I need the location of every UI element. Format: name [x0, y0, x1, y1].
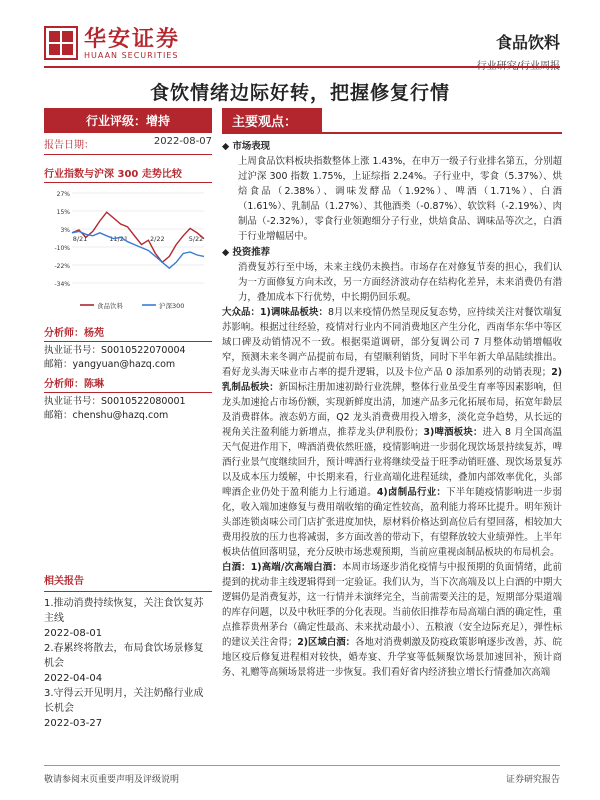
- para-text: 新国标注册加速初龄行业洗牌，整体行业虽受生育率等因素影响，但龙头加速抢占市场份额，实现新鲜度出清，加速产品多元化拓展布局，拓宽年龄层及消费群体。液态奶方面，Q2 龙头消费费用投入增多，淡化竞争趋势，从长远的视角关注盈利能力新增点，推荐龙头伊利股份；: [222, 382, 562, 438]
- related-reports: [44, 574, 212, 731]
- legend-label: 食品饮料: [97, 302, 123, 310]
- footer-disclaimer: 敬请参阅末页重要声明及评级说明: [44, 775, 180, 785]
- related-item-date: 2022-04-04: [44, 673, 103, 684]
- market-paragraph: 上周食品饮料板块指数整体上涨 1.43%，在申万一级子行业排名第五，分别超过沪深 300 指数 1.75%，上证综指 2.24%。子行业中，零食（5.37%）、烘焙食品（2.38%）、调味发酵品（1.92%）、啤酒（1.71%）、白酒（1.61%）、乳制品（1.27%）、其他酒类（-0.87%）、软饮料（-2.19%）、肉制品（-2.32%），零食行业领跑细分子行业，烘焙食品、调味品等次之，白酒于行业增幅居中。: [238, 156, 562, 242]
- analyst-cert: 执业证书号：S0010522070004: [44, 345, 186, 356]
- y-tick-label: -34%: [54, 281, 70, 288]
- related-item-date: 2022-08-01: [44, 628, 103, 639]
- footer-label: 证券研究报告: [505, 775, 560, 785]
- y-tick-label: 27%: [56, 191, 70, 198]
- y-tick-label: -10%: [54, 245, 70, 252]
- footer-divider: [44, 765, 560, 766]
- main-body: [222, 134, 562, 680]
- analyst-email[interactable]: 邮箱：yangyuan@hazq.com: [44, 359, 176, 370]
- logo-name-en: HUAAN SECURITIES: [84, 50, 179, 60]
- report-date-row: [44, 133, 212, 155]
- index-chart: [44, 187, 212, 321]
- analyst-block-2: [44, 372, 212, 423]
- y-tick-label: 15%: [56, 209, 70, 216]
- index-chart-svg: [44, 187, 212, 317]
- para-lead: 4)卤制品行业：: [376, 487, 447, 498]
- liquor-paragraph: [222, 560, 562, 680]
- report-date-value: 2022-08-07: [153, 136, 212, 147]
- analyst-email[interactable]: 邮箱：chenshu@hazq.com: [44, 410, 169, 421]
- rating-box: 行业评级：增持: [44, 108, 212, 133]
- x-tick-label: 11/21: [109, 234, 129, 243]
- y-tick-label: 3%: [60, 227, 70, 234]
- main-header: 主要观点：: [222, 108, 322, 133]
- header-divider: [44, 66, 560, 68]
- invest-bullet: ◆ 投资推荐: [222, 247, 270, 258]
- para-text: 8月以来疫情仍然呈现反复态势，应持续关注对餐饮端复苏影响。根据过往经验，疫情对行业内不同消费地区产生分化，西南华东华中等区域口碑及动销情况不一致。根据渠道调研，部分复调公司 7 月整体动销增幅收窄，预测未来冬调产品提前布局，有望顺利销货，同时下半年新大单品陆续推出。看好龙头海天味业市占率的提升逻辑，以及卡位产品 0 添加系列的动销表现；: [222, 307, 562, 378]
- analyst-block-1: [44, 321, 212, 372]
- invest-paragraph: 消费复苏行至中场，未来主线仍未换挡。市场存在对修复节奏的担心，我们认为一方面修复方向未改，另一方面经济波动存在结构化差异，未来消费仍有潜力，叠加成本下行优势，中长期仍回乐观。: [238, 262, 562, 303]
- mass-goods-paragraph: [222, 305, 562, 560]
- logo-mark-icon: [44, 26, 78, 60]
- para-text: 本周市场逐步消化疫情与中报预期的负面情绪，此前提到的扰动非主线逻辑得到一定验证。我们认为，当下次高端及以上白酒的中期大逻辑仍是消费复苏，这一行情并未演绎完全，当前需要关注的是，短期部分渠道端的库存问题，以及中秋旺季的分化表现。当前依旧推荐布局高端白酒的确定性，重点推荐贵州茅台（确定性最高、未来扰动最小）、五粮液（安全边际充足），弹性标的建议关注舍得；: [222, 562, 562, 648]
- report-category: 食品饮料: [495, 33, 560, 52]
- y-tick-label: -22%: [54, 263, 70, 270]
- logo-name-cn: 华安证券: [84, 25, 181, 52]
- market-bullet: ◆ 市场表现: [222, 141, 270, 152]
- x-tick-label: 2/22: [150, 234, 165, 243]
- main-content: [222, 108, 562, 680]
- legend-label: 沪深300: [159, 302, 185, 310]
- related-item-title[interactable]: 2.春累终将散去，布局食饮场景修复机会: [44, 643, 204, 669]
- analyst-cert: 执业证书号：S0010522080001: [44, 396, 186, 407]
- report-date-label: 报告日期：: [44, 140, 94, 151]
- company-logo: [44, 26, 180, 60]
- left-sidebar: [44, 108, 212, 423]
- analyst-name: 分析师：陈琳: [44, 372, 212, 393]
- para-lead: 3)啤酒板块：: [423, 427, 483, 438]
- para-lead: 白酒：1)高端/次高端白酒：: [222, 562, 342, 573]
- report-subcategory: 行业研究/行业周报: [476, 61, 560, 72]
- related-header: 相关报告: [44, 574, 212, 592]
- x-tick-label: 8/21: [72, 234, 88, 243]
- related-item-date: 2022-03-27: [44, 718, 103, 729]
- x-tick-label: 5/22: [188, 234, 204, 243]
- para-text: 下半年随疫情影响进一步弱化，收入端加速修复与费用端收缩的确定性较高，盈利能力将环比提升。明年预计头部连锁卤味公司门店扩张进度加快，原材料价格达到高位后有望回落，相较加大费用投放的压力也将减弱，多方面改善的带动下，有望释放较大业绩弹性。上半年板块估值回落明显，充分反映市场悲观预期，当前应重视卤制品板块的布局机会。: [222, 487, 562, 558]
- market-bullet-label: 市场表现: [232, 141, 270, 152]
- report-title: 食饮情绪边际好转，把握修复行情: [149, 82, 450, 104]
- invest-bullet-label: 投资推荐: [232, 247, 270, 258]
- para-lead: 大众品：1)调味品板块：: [222, 307, 328, 318]
- para-text: 各地对消费刺激及防疫政策影响逐步改善，苏、皖地区疫后修复进程相对较快，婚寿宴、升学宴等低频聚饮场景加速回补，预计商务、礼赠等高频场景将进一步恢复。我们看好省内经济独立增长行情叠加次高端: [222, 637, 562, 678]
- series-line: [72, 212, 204, 262]
- para-text: 进入 8 月全国高温天气促进作用下，啤酒消费依然旺盛，疫情影响进一步弱化现饮场景持续复苏，啤酒行业景气度继续回升，预计啤酒行业将继续受益于旺季动销旺盛、现饮场景复苏以及成本压力缓解，中长期来看，行业高端化进程延续，叠加内部效率优化，头部啤酒企业仍处于盈利能力上行通道。: [222, 427, 562, 498]
- related-item-title[interactable]: 1.推动消费持续恢复，关注食饮复苏主线: [44, 598, 204, 624]
- analyst-name: 分析师：杨苑: [44, 321, 212, 342]
- para-lead: 2)乳制品板块：: [222, 367, 562, 393]
- chart-section-header: 行业指数与沪深 300 走势比较: [44, 155, 212, 183]
- series-line: [72, 231, 204, 268]
- para-lead: 2)区域白酒：: [297, 637, 356, 648]
- related-item-title[interactable]: 3.守得云开见明月，关注奶酪行业成长机会: [44, 688, 204, 714]
